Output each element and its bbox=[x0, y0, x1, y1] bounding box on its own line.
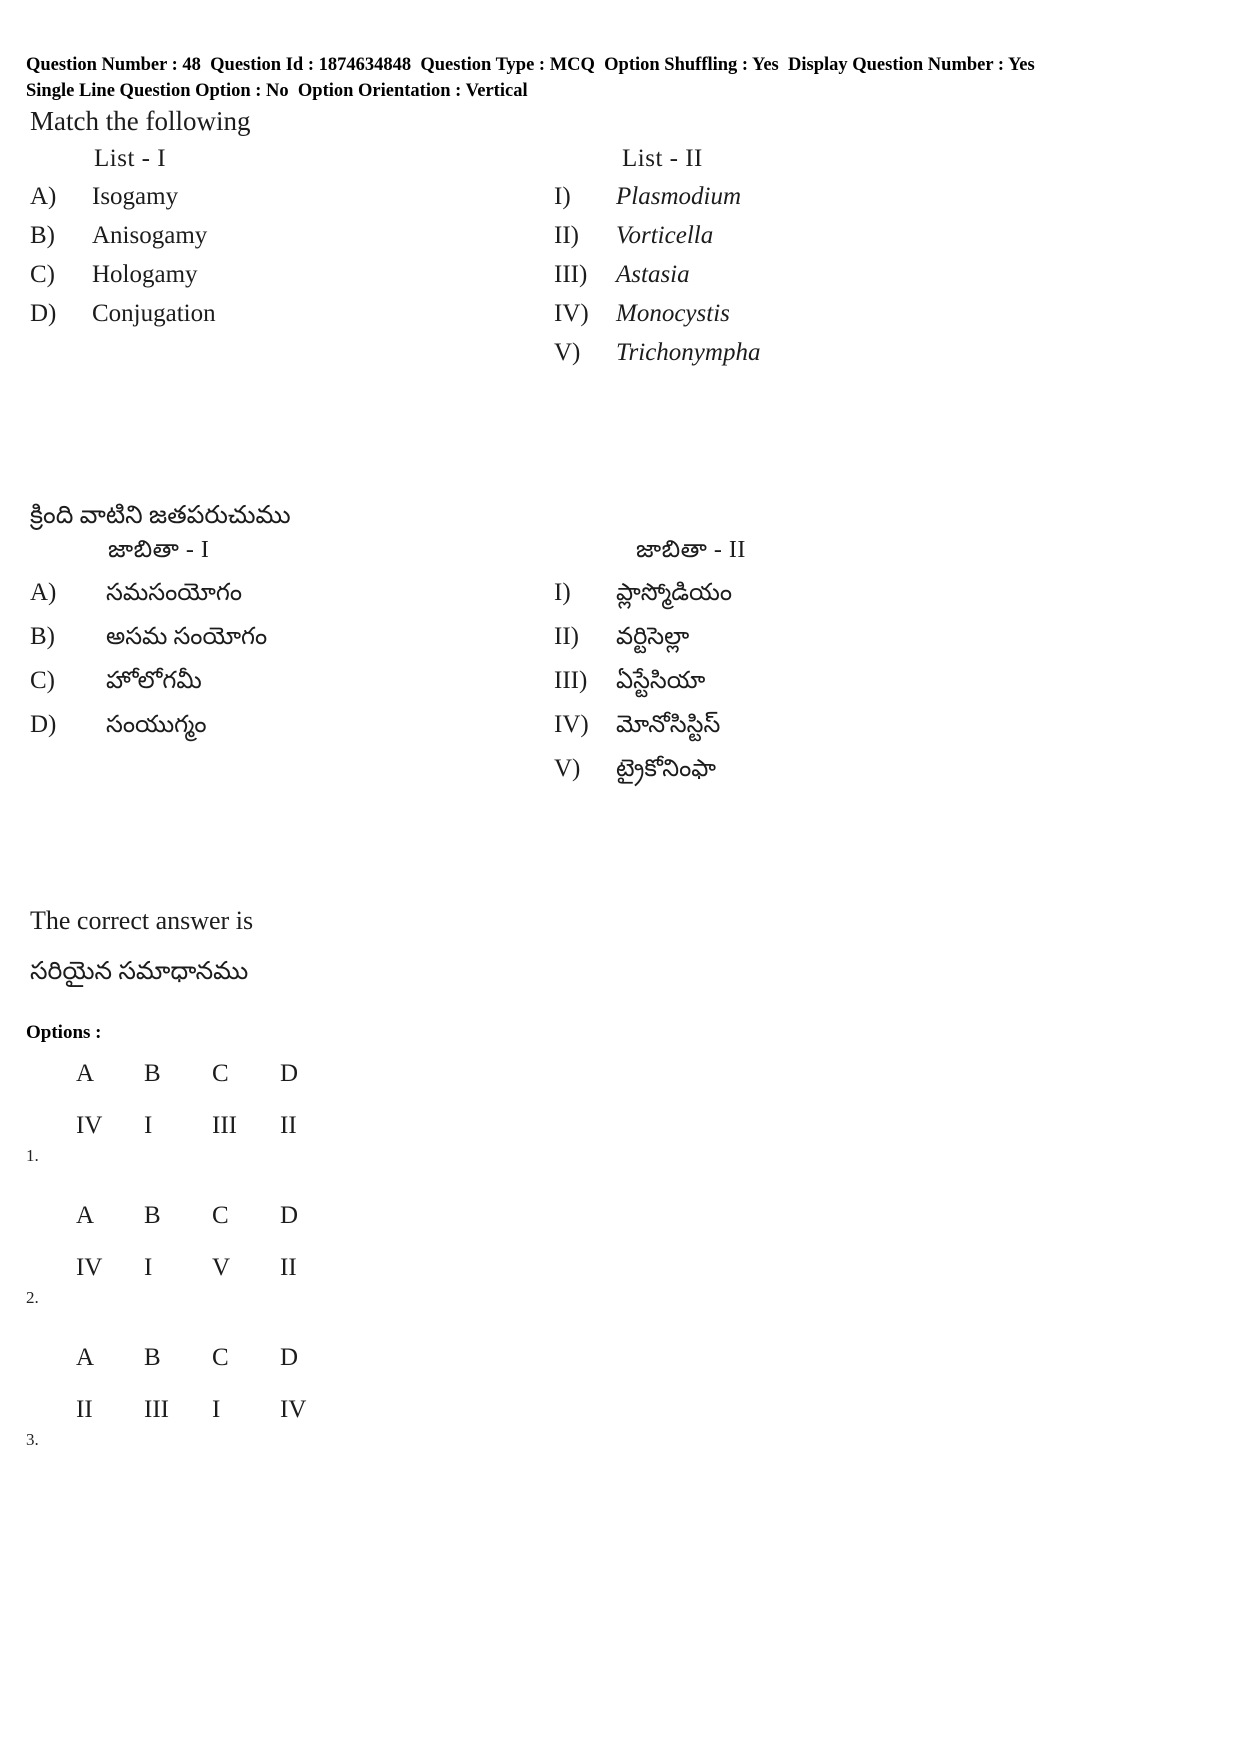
list-two-te-value-v: ట్రైకోనింఫా bbox=[616, 756, 717, 783]
option-2-number: 2. bbox=[26, 1288, 39, 1308]
list-item bbox=[554, 339, 1154, 367]
answer-prompt-telugu: సరియైన సమాధానము bbox=[30, 958, 249, 986]
list-one-value-a: Isogamy bbox=[92, 182, 179, 210]
option-header-b: B bbox=[144, 1344, 161, 1372]
list-one-title-telugu: జాబితా - I bbox=[108, 537, 210, 564]
option-2-value-a: IV bbox=[76, 1254, 103, 1282]
option-1-grid bbox=[62, 1060, 334, 1140]
option-header-a: A bbox=[76, 1060, 95, 1088]
option-1-headers bbox=[62, 1060, 334, 1088]
option-2-value-c: V bbox=[212, 1254, 231, 1282]
option-2[interactable] bbox=[26, 1202, 1206, 1328]
question-body bbox=[26, 105, 1206, 1470]
option-header-b: B bbox=[144, 1060, 161, 1088]
question-metadata-line1: Question Number : 48 Question Id : 1874634848 Question Type : MCQ Option Shuffling : Yes Display Question Number : Yes bbox=[26, 55, 1035, 75]
question-heading-english: Match the following bbox=[30, 106, 251, 136]
list-two-english bbox=[554, 145, 1154, 378]
list-two-te-label-v: V) bbox=[554, 755, 581, 783]
list-one-te-label-d: D) bbox=[30, 711, 57, 739]
list-one-label-c: C) bbox=[30, 260, 55, 288]
option-header-c: C bbox=[212, 1344, 229, 1372]
telugu-lists bbox=[26, 536, 1206, 866]
list-item bbox=[554, 623, 1154, 656]
option-2-value-b: I bbox=[144, 1254, 153, 1282]
list-item bbox=[554, 183, 1154, 211]
list-one-telugu bbox=[26, 536, 566, 755]
question-metadata-line2: Single Line Question Option : No Option Orientation : Vertical bbox=[26, 81, 528, 102]
option-3-grid bbox=[62, 1344, 334, 1424]
list-item bbox=[554, 579, 1154, 612]
option-header-a: A bbox=[76, 1344, 95, 1372]
option-header-c: C bbox=[212, 1060, 229, 1088]
list-two-label-iv: IV) bbox=[554, 299, 589, 327]
list-two-te-label-i: I) bbox=[554, 579, 571, 607]
option-3[interactable] bbox=[26, 1344, 1206, 1470]
list-two-label-i: I) bbox=[554, 182, 571, 210]
option-2-grid bbox=[62, 1202, 334, 1282]
list-one-te-value-a: సమసంయోగం bbox=[106, 580, 242, 607]
option-1-number: 1. bbox=[26, 1146, 39, 1166]
list-item bbox=[554, 261, 1154, 289]
list-two-value-ii: Vorticella bbox=[616, 221, 714, 249]
list-two-label-v: V) bbox=[554, 338, 581, 366]
list-item bbox=[26, 579, 566, 612]
list-two-te-label-ii: II) bbox=[554, 623, 579, 651]
option-2-values bbox=[62, 1230, 334, 1282]
question-heading-telugu: క్రింది వాటిని జతపరుచుము bbox=[30, 501, 291, 529]
option-1-value-d: II bbox=[280, 1112, 297, 1140]
list-two-te-value-i: ప్లాస్మోడియం bbox=[616, 580, 733, 607]
list-two-title-telugu: జాబితా - II bbox=[636, 537, 746, 564]
option-header-c: C bbox=[212, 1202, 229, 1230]
list-one-te-label-b: B) bbox=[30, 623, 55, 651]
question-metadata bbox=[26, 52, 1206, 105]
list-two-value-i: Plasmodium bbox=[616, 182, 741, 210]
list-item bbox=[554, 711, 1154, 744]
option-3-value-c: I bbox=[212, 1396, 221, 1424]
list-item bbox=[26, 623, 566, 656]
list-item bbox=[26, 300, 566, 328]
option-header-a: A bbox=[76, 1202, 95, 1230]
option-2-headers bbox=[62, 1202, 334, 1230]
options-label: Options : bbox=[26, 1022, 102, 1044]
option-3-values bbox=[62, 1372, 334, 1424]
list-item bbox=[26, 667, 566, 700]
option-1-value-c: III bbox=[212, 1112, 237, 1140]
option-3-value-d: IV bbox=[280, 1396, 307, 1424]
option-header-d: D bbox=[280, 1202, 299, 1230]
list-one-label-b: B) bbox=[30, 221, 55, 249]
list-item bbox=[554, 755, 1154, 788]
list-one-te-value-b: అసమ సంయోగం bbox=[106, 624, 268, 651]
list-item bbox=[26, 711, 566, 744]
list-item bbox=[554, 222, 1154, 250]
list-two-te-label-iii: III) bbox=[554, 667, 588, 695]
option-3-value-b: III bbox=[144, 1396, 169, 1424]
option-1-value-b: I bbox=[144, 1112, 153, 1140]
option-1-value-a: IV bbox=[76, 1112, 103, 1140]
list-two-value-iii: Astasia bbox=[616, 260, 690, 288]
list-one-te-label-c: C) bbox=[30, 667, 55, 695]
option-header-d: D bbox=[280, 1060, 299, 1088]
list-one-label-a: A) bbox=[30, 182, 57, 210]
list-item bbox=[26, 183, 566, 211]
list-one-label-d: D) bbox=[30, 299, 57, 327]
option-header-d: D bbox=[280, 1344, 299, 1372]
list-two-title-english: List - II bbox=[622, 144, 703, 172]
list-one-value-c: Hologamy bbox=[92, 260, 198, 288]
list-one-value-b: Anisogamy bbox=[92, 221, 208, 249]
list-two-value-v: Trichonympha bbox=[616, 338, 761, 366]
option-3-number: 3. bbox=[26, 1430, 39, 1450]
list-two-label-ii: II) bbox=[554, 221, 579, 249]
list-item bbox=[554, 667, 1154, 700]
list-one-english bbox=[26, 145, 566, 339]
list-two-telugu bbox=[554, 536, 1154, 799]
list-one-te-label-a: A) bbox=[30, 579, 57, 607]
list-one-te-value-d: సంయుగ్మం bbox=[106, 712, 207, 739]
list-two-te-value-iii: ఏస్టేసియా bbox=[616, 668, 706, 695]
list-one-value-d: Conjugation bbox=[92, 299, 216, 327]
list-item bbox=[26, 222, 566, 250]
option-1-values bbox=[62, 1088, 334, 1140]
list-one-title-english: List - I bbox=[94, 144, 167, 172]
list-two-te-value-iv: మోనోసిస్టిస్ bbox=[616, 712, 721, 739]
list-two-value-iv: Monocystis bbox=[616, 299, 730, 327]
english-lists bbox=[26, 145, 1206, 445]
option-2-value-d: II bbox=[280, 1254, 297, 1282]
option-3-headers bbox=[62, 1344, 334, 1372]
list-one-te-value-c: హోలోగమీ bbox=[106, 668, 202, 695]
list-item bbox=[26, 261, 566, 289]
list-two-label-iii: III) bbox=[554, 260, 588, 288]
option-1[interactable] bbox=[26, 1060, 1206, 1186]
option-header-b: B bbox=[144, 1202, 161, 1230]
list-two-te-label-iv: IV) bbox=[554, 711, 589, 739]
answer-prompt-english: The correct answer is bbox=[30, 906, 254, 936]
list-item bbox=[554, 300, 1154, 328]
list-two-te-value-ii: వర్టిసెల్లా bbox=[616, 624, 690, 651]
option-3-value-a: II bbox=[76, 1396, 93, 1424]
